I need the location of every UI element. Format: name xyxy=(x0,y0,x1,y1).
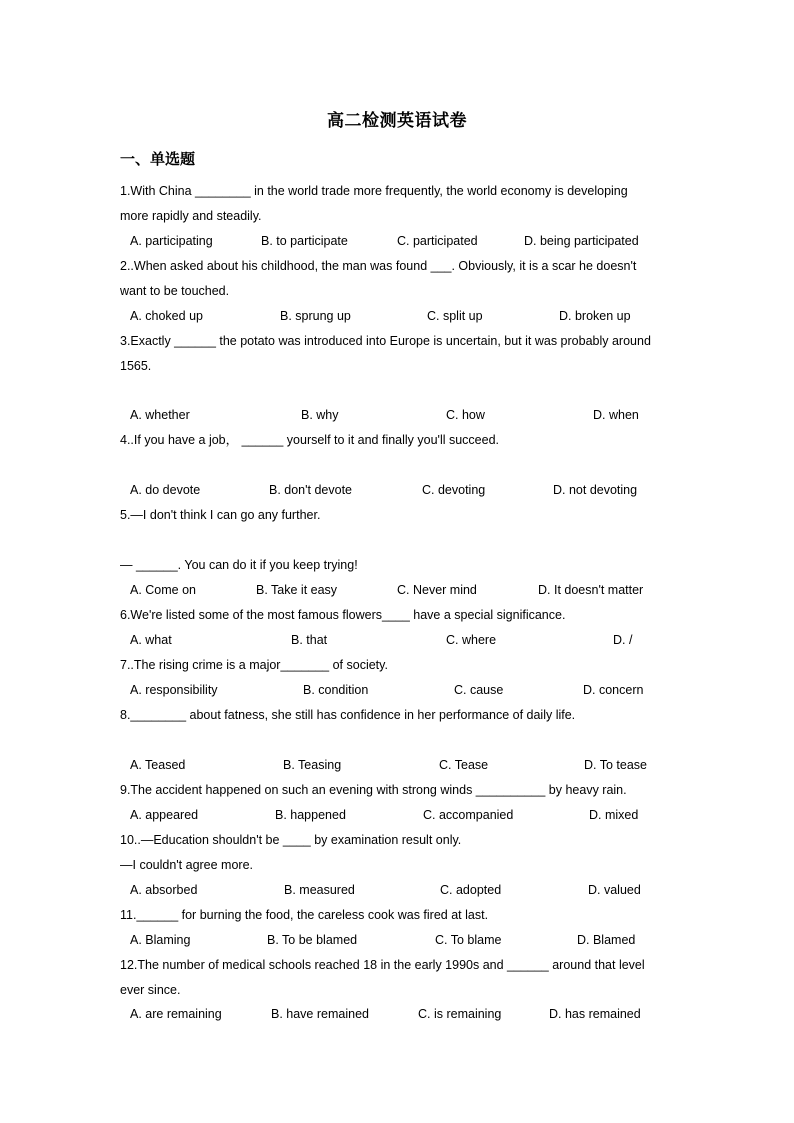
question-8-option-a: A. Teased xyxy=(130,758,186,772)
question-1-option-b: B. to participate xyxy=(261,234,348,248)
question-1-line-2: more rapidly and steadily. xyxy=(120,209,262,223)
question-1-line-1: 1.With China ________ in the world trade more frequently, the world economy is developing xyxy=(120,184,628,198)
question-4-option-a: A. do devote xyxy=(130,483,201,497)
question-12-option-b: B. have remained xyxy=(271,1007,369,1021)
question-5-line-2: — ______. You can do it if you keep trying! xyxy=(120,558,358,572)
question-9-option-a: A. appeared xyxy=(130,808,199,822)
question-2-option-a: A. choked up xyxy=(130,309,203,323)
question-12-option-d: D. has remained xyxy=(549,1007,641,1021)
question-10-option-a: A. absorbed xyxy=(130,883,198,897)
question-6-line-1: 6.We're listed some of the most famous flowers____ have a special significance. xyxy=(120,608,566,622)
question-7-option-c: C. cause xyxy=(454,683,504,697)
question-3-option-b: B. why xyxy=(301,408,339,422)
question-9-option-c: C. accompanied xyxy=(423,808,514,822)
section-heading: 一、单选题 xyxy=(120,150,196,168)
question-9-line-1: 9.The accident happened on such an evening with strong winds __________ by heavy rain. xyxy=(120,783,627,797)
question-11-option-c: C. To blame xyxy=(435,933,502,947)
question-8-option-b: B. Teasing xyxy=(283,758,342,772)
question-8-option-c: C. Tease xyxy=(439,758,489,772)
question-5-option-b: B. Take it easy xyxy=(256,583,338,597)
question-6-option-c: C. where xyxy=(446,633,497,647)
question-11-line-1: 11.______ for burning the food, the careless cook was fired at last. xyxy=(120,908,489,922)
question-7-option-b: B. condition xyxy=(303,683,369,697)
question-8-line-1: 8.________ about fatness, she still has confidence in her performance of daily life. xyxy=(120,708,576,722)
exam-title: 高二检测英语试卷 xyxy=(327,111,467,131)
question-7-line-1: 7..The rising crime is a major_______ of society. xyxy=(120,658,388,672)
question-4-option-c: C. devoting xyxy=(422,483,486,497)
question-11-option-a: A. Blaming xyxy=(130,933,191,947)
question-4-line-1: 4..If you have a job， ______ yourself to it and finally you'll succeed. xyxy=(120,433,500,447)
question-3-option-d: D. when xyxy=(593,408,639,422)
question-5-option-a: A. Come on xyxy=(130,583,197,597)
question-10-option-c: C. adopted xyxy=(440,883,502,897)
question-3-line-1: 3.Exactly ______ the potato was introduced into Europe is uncertain, but it was probably around xyxy=(120,334,651,348)
question-12-line-1: 12.The number of medical schools reached 18 in the early 1990s and ______ around that level xyxy=(120,958,645,972)
question-11-option-d: D. Blamed xyxy=(577,933,636,947)
question-7-option-a: A. responsibility xyxy=(130,683,218,697)
question-11-option-b: B. To be blamed xyxy=(267,933,358,947)
question-10-line-1: 10..—Education shouldn't be ____ by examination result only. xyxy=(120,833,462,847)
question-7-option-d: D. concern xyxy=(583,683,644,697)
question-9-option-d: D. mixed xyxy=(589,808,639,822)
question-5-option-d: D. It doesn't matter xyxy=(538,583,644,597)
question-5-option-c: C. Never mind xyxy=(397,583,477,597)
question-6-option-d: D. / xyxy=(613,633,633,647)
question-9-option-b: B. happened xyxy=(275,808,346,822)
question-3-option-c: C. how xyxy=(446,408,485,422)
question-6-option-b: B. that xyxy=(291,633,328,647)
question-10-line-2: —I couldn't agree more. xyxy=(120,858,254,872)
question-4-option-b: B. don't devote xyxy=(269,483,353,497)
question-8-option-d: D. To tease xyxy=(584,758,648,772)
question-2-option-b: B. sprung up xyxy=(280,309,351,323)
question-12-line-2: ever since. xyxy=(120,983,181,997)
question-1-option-c: C. participated xyxy=(397,234,478,248)
question-1-option-a: A. participating xyxy=(130,234,213,248)
question-12-option-a: A. are remaining xyxy=(130,1007,222,1021)
question-4-option-d: D. not devoting xyxy=(553,483,638,497)
question-5-line-1: 5.—I don't think I can go any further. xyxy=(120,508,321,522)
question-10-option-d: D. valued xyxy=(588,883,641,897)
question-2-line-1: 2..When asked about his childhood, the man was found ___. Obviously, it is a scar he doesn't xyxy=(120,259,637,273)
question-2-line-2: want to be touched. xyxy=(120,284,230,298)
question-2-option-c: C. split up xyxy=(427,309,483,323)
question-6-option-a: A. what xyxy=(130,633,172,647)
question-3-line-2: 1565. xyxy=(120,359,152,373)
question-10-option-b: B. measured xyxy=(284,883,355,897)
question-2-option-d: D. broken up xyxy=(559,309,631,323)
question-12-option-c: C. is remaining xyxy=(418,1007,502,1021)
question-3-option-a: A. whether xyxy=(130,408,190,422)
question-1-option-d: D. being participated xyxy=(524,234,639,248)
